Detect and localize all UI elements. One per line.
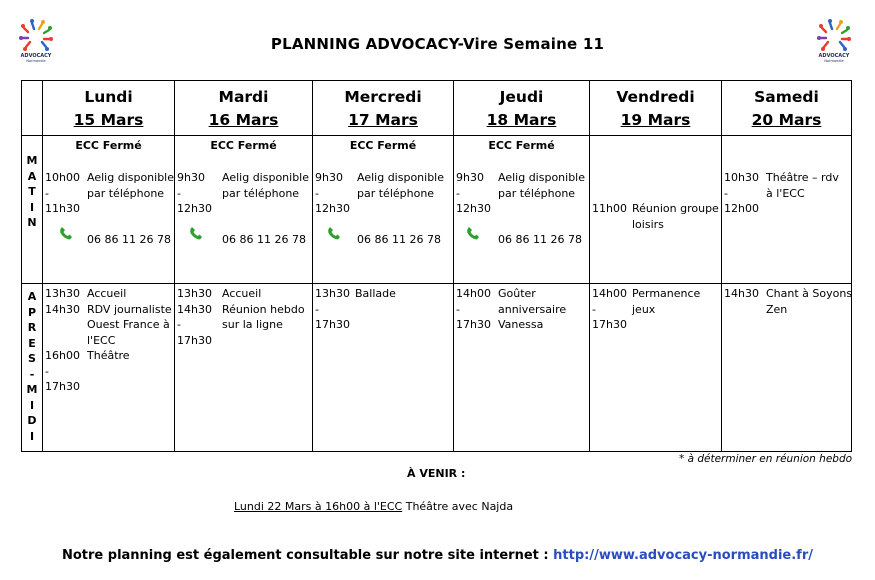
- day-header-vendredi: [590, 81, 722, 136]
- footer-label: Notre planning est également consultable sur notre site internet :: [61, 548, 554, 563]
- day-name: Mercredi: [344, 88, 422, 106]
- logo-name: ADVOCACY: [20, 53, 52, 59]
- activity-text: Aelig disponible par téléphone: [87, 171, 175, 200]
- activity-text: Permanence jeux: [632, 287, 701, 316]
- cell-lundi-matin: [43, 136, 175, 284]
- page-title: PLANNING ADVOCACY-Vire Semaine 11: [270, 35, 605, 53]
- day-header-mardi: [175, 81, 313, 136]
- activity-text: Accueil Réunion hebdo sur la ligne: [222, 287, 305, 331]
- day-date: 17 Mars: [348, 111, 418, 129]
- time-slot: 10h00 - 11h30: [45, 171, 80, 215]
- afternoon-label: A P R E S - M I D I: [22, 284, 43, 452]
- cell-samedi-apresmidi: [722, 284, 852, 452]
- day-name: Lundi: [84, 88, 133, 106]
- day-header-mercredi: [313, 81, 454, 136]
- phone-number: 06 86 11 26 78: [498, 233, 582, 246]
- ecc-closed-label: ECC Fermé: [210, 139, 277, 152]
- ecc-closed-label: ECC Fermé: [349, 139, 417, 152]
- time-slot: 9h30 - 12h30: [177, 171, 212, 215]
- header-row: [22, 81, 852, 136]
- cell-mardi-matin: [175, 136, 313, 284]
- logo-subtitle: Normandie: [26, 59, 46, 63]
- phone-icon: [189, 226, 203, 240]
- activity-text: Réunion groupe loisirs: [632, 202, 719, 231]
- day-date: 19 Mars: [620, 111, 691, 129]
- day-name: Samedi: [754, 88, 819, 106]
- time-slot: 14h30: [724, 287, 759, 300]
- phone-number: 06 86 11 26 78: [222, 233, 306, 246]
- upcoming-event: [234, 500, 513, 513]
- day-date: 15 Mars: [73, 111, 144, 129]
- cell-jeudi-apresmidi: [454, 284, 590, 452]
- time-slot: 13h30 - 17h30: [315, 287, 350, 331]
- cell-vendredi-apresmidi: [590, 284, 722, 452]
- day-date: 18 Mars: [486, 111, 557, 129]
- activity-text: Aelig disponible par téléphone: [357, 171, 445, 200]
- phone-number: 06 86 11 26 78: [87, 233, 171, 246]
- a-venir-heading: À VENIR :: [407, 467, 466, 480]
- afternoon-row: [22, 284, 852, 452]
- time-slot: 9h30 - 12h30: [456, 171, 491, 215]
- footnote: * à déterminer en réunion hebdo: [679, 453, 853, 465]
- time-slot: 13h30 14h30 - 17h30: [177, 287, 212, 347]
- cell-mercredi-matin: [313, 136, 454, 284]
- phone-icon: [466, 226, 480, 240]
- logo-subtitle: Normandie: [824, 59, 844, 63]
- cell-jeudi-matin: [454, 136, 590, 284]
- activity-text: Ballade: [355, 287, 396, 300]
- cell-lundi-apresmidi: [43, 284, 175, 452]
- activity-text: Aelig disponible par téléphone: [498, 171, 586, 200]
- upcoming-when: Lundi 22 Mars à 16h00 à l'ECC: [234, 500, 403, 513]
- planning-table: [21, 80, 852, 452]
- day-header-jeudi: [454, 81, 590, 136]
- time-slot: 14h00 - 17h30: [592, 287, 627, 331]
- phone-number: 06 86 11 26 78: [357, 233, 441, 246]
- logo-name: ADVOCACY: [818, 53, 850, 59]
- day-name: Jeudi: [499, 88, 544, 106]
- day-name: Mardi: [218, 88, 269, 106]
- activity-text: Théâtre – rdv à l'ECC: [766, 171, 839, 200]
- time-slot: 13h30 14h30 16h00 - 17h30: [45, 287, 80, 393]
- activity-text: Chant à Soyons Zen: [766, 287, 853, 316]
- phone-icon: [327, 226, 341, 240]
- time-slot: 11h00: [592, 202, 627, 215]
- day-header-lundi: [43, 81, 175, 136]
- cell-samedi-matin: [722, 136, 852, 284]
- activity-text: Goûter anniversaire Vanessa: [498, 287, 567, 331]
- day-date: 16 Mars: [208, 111, 279, 129]
- ecc-closed-label: ECC Fermé: [488, 139, 555, 152]
- footer-text: [0, 548, 875, 563]
- morning-label: M A T I N: [22, 136, 43, 284]
- ecc-closed-label: ECC Fermé: [75, 139, 142, 152]
- activity-text: Aelig disponible par téléphone: [222, 171, 310, 200]
- morning-row: [22, 136, 852, 284]
- cell-vendredi-matin: [590, 136, 722, 284]
- day-name: Vendredi: [616, 88, 695, 106]
- corner-cell: [22, 81, 43, 136]
- activity-text: Accueil RDV journaliste Ouest France à l'ECC Théâtre: [87, 287, 172, 362]
- phone-icon: [59, 226, 73, 240]
- day-header-samedi: [722, 81, 852, 136]
- upcoming-what: Théâtre avec Najda: [405, 500, 514, 513]
- time-slot: 14h00 - 17h30: [456, 287, 491, 331]
- day-date: 20 Mars: [751, 111, 822, 129]
- cell-mardi-apresmidi: [175, 284, 313, 452]
- cell-mercredi-apresmidi: [313, 284, 454, 452]
- time-slot: 9h30 - 12h30: [315, 171, 350, 215]
- website-link[interactable]: http://www.advocacy-normandie.fr/: [553, 548, 814, 563]
- time-slot: 10h30 - 12h00: [724, 171, 759, 215]
